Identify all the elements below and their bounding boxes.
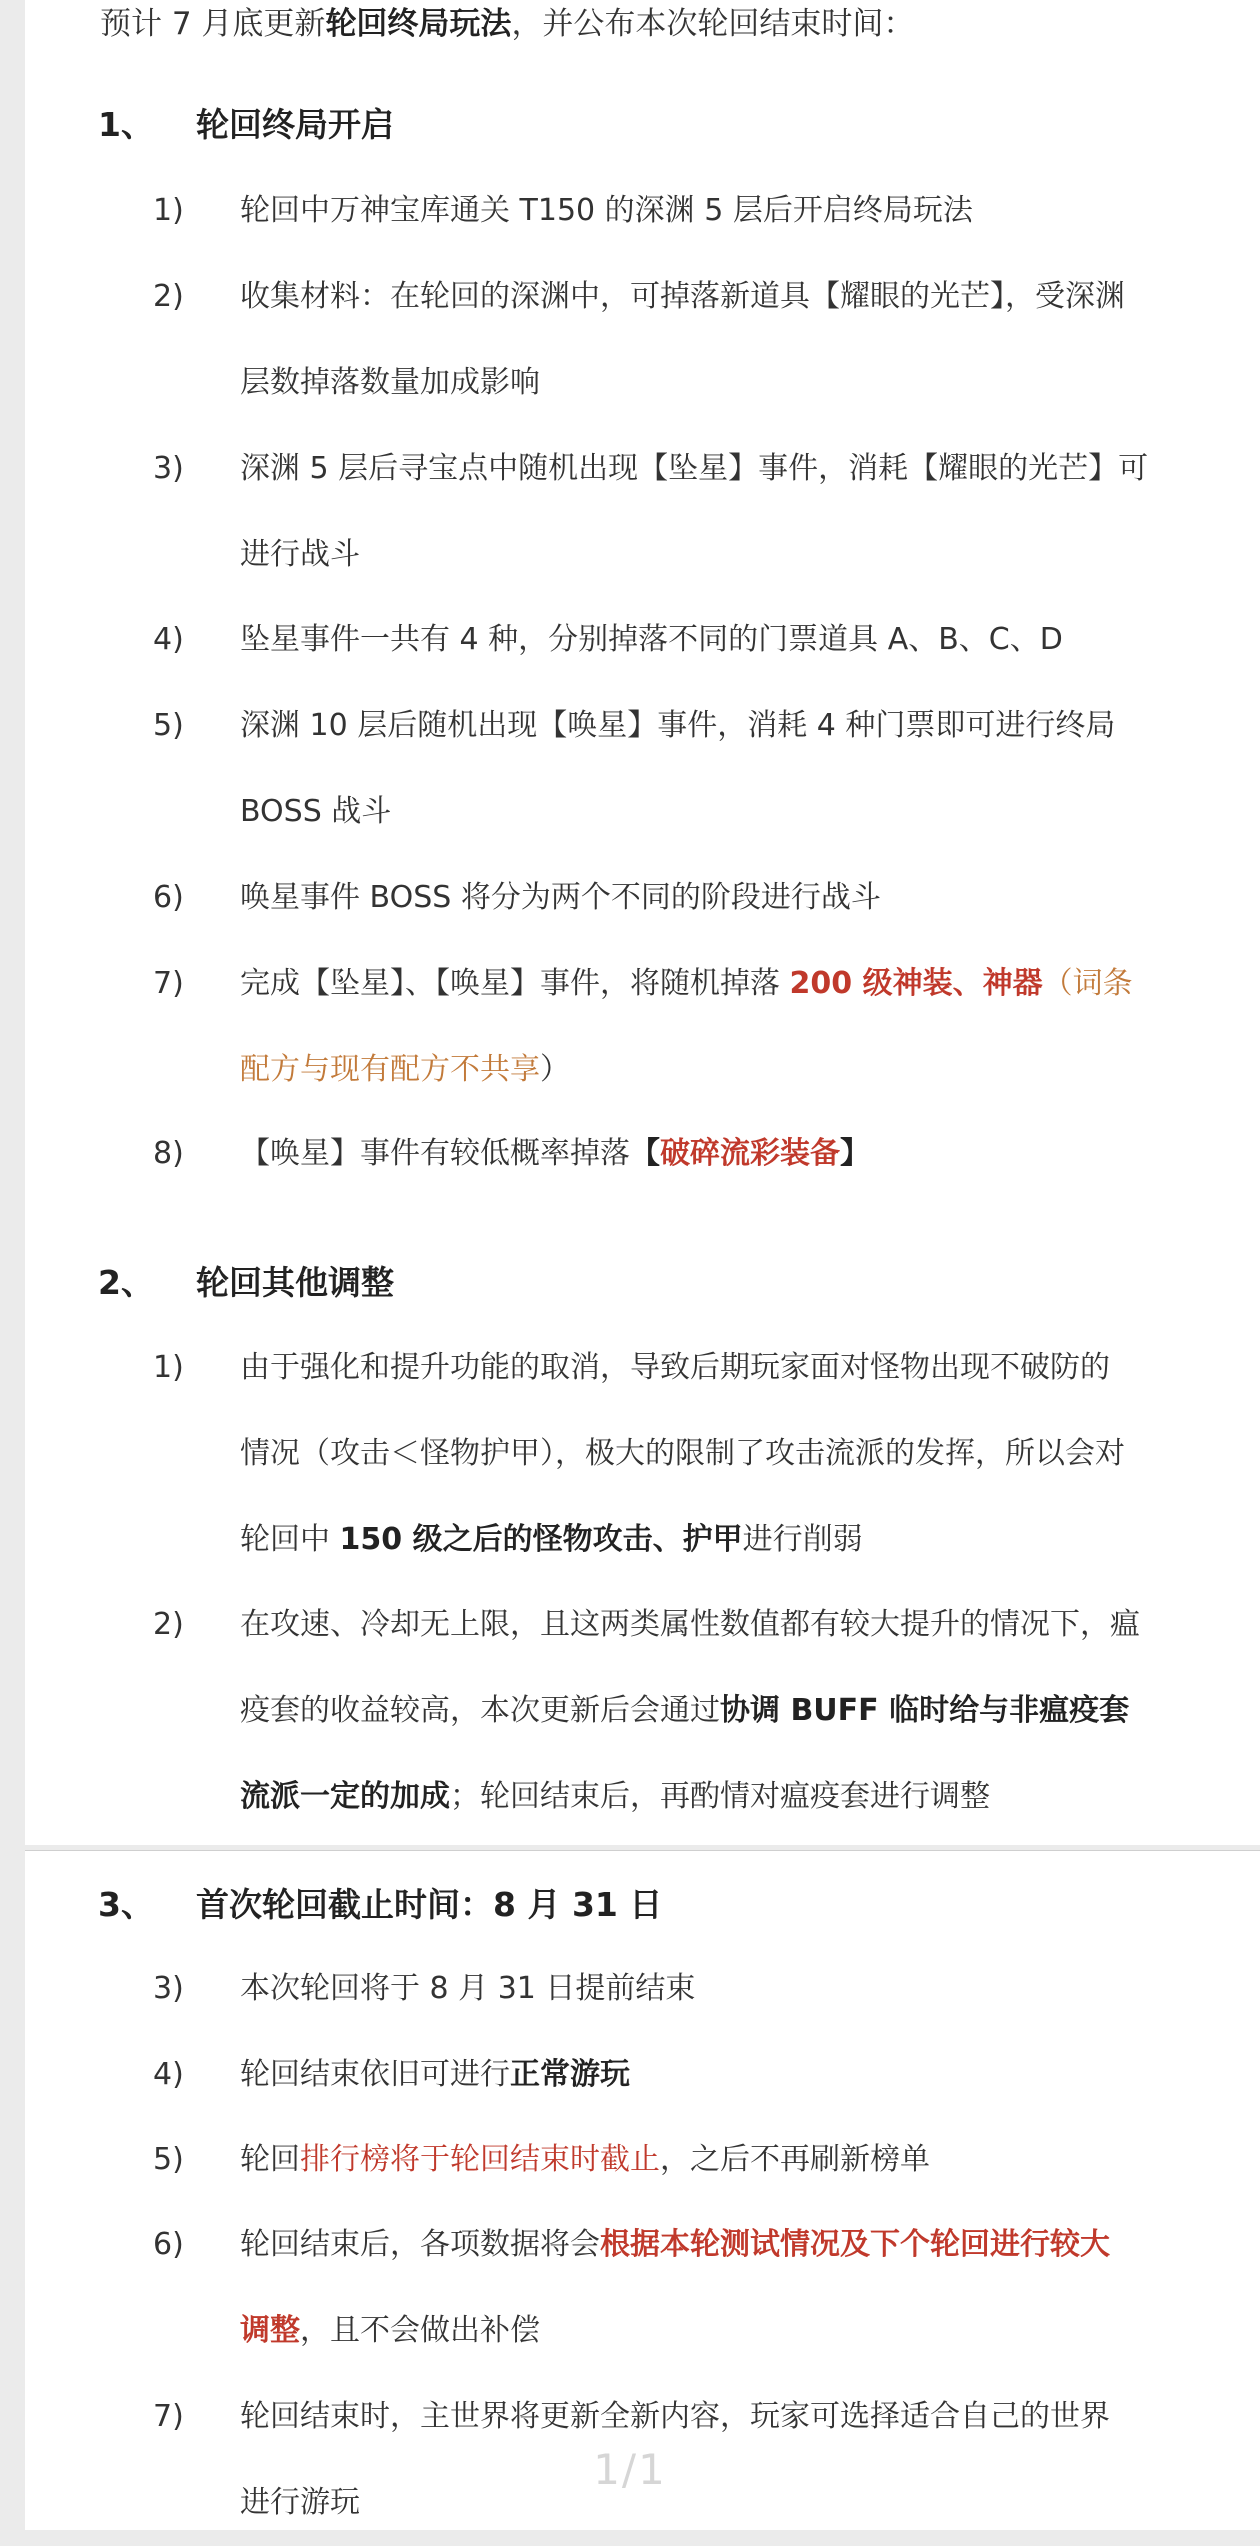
list-item xyxy=(153,597,1213,683)
item-text: 深渊 10 层后随机出现【唤星】事件，消耗 4 种门票即可进行终局 xyxy=(240,708,1116,743)
section-title: 轮回其他调整 xyxy=(196,1263,394,1302)
list-item xyxy=(153,1111,1213,1197)
section-number: 2、 xyxy=(98,1263,154,1302)
item-text: 由于强化和提升功能的取消，导致后期玩家面对怪物出现不破防的 xyxy=(240,1350,1110,1385)
section-title: 首次轮回截止时间：8 月 31 日 xyxy=(196,1885,663,1924)
list-item xyxy=(153,2202,1213,2374)
item-number: 1) xyxy=(153,1350,184,1385)
highlight-bold: 协调 BUFF 临时给与非瘟疫套 xyxy=(720,1693,1130,1728)
item-text: 疫套的收益较高，本次更新后会通过 xyxy=(240,1693,720,1728)
item-line xyxy=(240,1111,1213,1197)
list-item xyxy=(153,426,1213,598)
highlight-bold: 150 级之后的怪物攻击、护甲 xyxy=(339,1522,743,1557)
item-text: ，且不会做出补偿 xyxy=(300,2313,540,2348)
paren: （ xyxy=(1042,966,1073,1001)
item-text: 层数掉落数量加成影响 xyxy=(240,365,540,400)
bracket: 【 xyxy=(630,1136,660,1171)
item-line xyxy=(240,2117,1213,2203)
list-item xyxy=(153,1582,1213,1840)
item-text: 情况（攻击＜怪物护甲），极大的限制了攻击流派的发挥，所以会对 xyxy=(240,1436,1125,1471)
highlight-bold: 正常游玩 xyxy=(510,2057,630,2092)
item-text: 本次轮回将于 8 月 31 日提前结束 xyxy=(240,1971,696,2006)
section-title: 轮回终局开启 xyxy=(196,105,394,144)
bracket: 】 xyxy=(840,1136,870,1171)
item-number: 3) xyxy=(153,451,184,486)
intro-highlight: 轮回终局玩法 xyxy=(325,6,512,42)
item-line xyxy=(240,2202,1213,2288)
item-number: 6) xyxy=(153,880,184,915)
highlight-red: 调整 xyxy=(240,2313,300,2348)
item-text: BOSS 战斗 xyxy=(240,794,392,829)
item-number: 2) xyxy=(153,1607,184,1642)
section-number: 1、 xyxy=(98,105,154,144)
item-text: 在攻速、冷却无上限，且这两类属性数值都有较大提升的情况下，瘟 xyxy=(240,1607,1140,1642)
list-item xyxy=(153,683,1213,855)
item-text: 唤星事件 BOSS 将分为两个不同的阶段进行战斗 xyxy=(240,880,881,915)
item-line xyxy=(240,1497,1213,1583)
highlight-red: 排行榜将于轮回结束时截止 xyxy=(300,2142,660,2177)
item-text: 进行游玩 xyxy=(240,2485,360,2520)
intro-text xyxy=(100,4,914,44)
item-number: 6) xyxy=(153,2227,184,2262)
item-line xyxy=(240,2288,1213,2374)
item-text: 坠星事件一共有 4 种，分别掉落不同的门票道具 A、B、C、D xyxy=(240,622,1063,657)
list-item xyxy=(153,2032,1213,2118)
list-item xyxy=(153,1946,1213,2032)
intro-part: ，并公布本次轮回结束时间： xyxy=(511,6,915,42)
item-text: ；轮回结束后，再酌情对瘟疫套进行调整 xyxy=(450,1779,990,1814)
highlight-red: 根据本轮测试情况及下个轮回进行较大 xyxy=(600,2227,1110,2262)
item-text: 深渊 5 层后寻宝点中随机出现【坠星】事件，消耗【耀眼的光芒】可 xyxy=(240,451,1149,486)
item-text: 轮回中 xyxy=(240,1522,340,1557)
item-number: 3) xyxy=(153,1971,184,2006)
item-number: 8) xyxy=(153,1136,184,1171)
item-number: 7) xyxy=(153,966,184,1001)
highlight-bold: 流派一定的加成 xyxy=(240,1779,450,1814)
item-text: 轮回中万神宝库通关 T150 的深渊 5 层后开启终局玩法 xyxy=(240,193,973,228)
item-number: 4) xyxy=(153,622,184,657)
item-text: 进行削弱 xyxy=(742,1522,863,1557)
item-number: 2) xyxy=(153,279,184,314)
highlight-orange: 词条 xyxy=(1072,966,1133,1001)
page-indicator: 1/1 xyxy=(593,2445,667,2494)
list-item xyxy=(153,168,1213,254)
item-text: 轮回 xyxy=(240,2142,300,2177)
highlight-red: 200 级神装、神器 xyxy=(789,966,1043,1001)
item-number: 1) xyxy=(153,193,184,228)
item-line xyxy=(240,941,1213,1027)
list-item xyxy=(153,1325,1213,1583)
item-text: 【唤星】事件有较低概率掉落 xyxy=(240,1136,630,1171)
item-line xyxy=(240,2032,1213,2118)
item-line xyxy=(240,1027,1213,1113)
item-text: 完成【坠星】、【唤星】事件，将随机掉落 xyxy=(240,966,790,1001)
item-text: 收集材料：在轮回的深渊中，可掉落新道具【耀眼的光芒】，受深渊 xyxy=(240,279,1125,314)
item-text: 轮回结束依旧可进行 xyxy=(240,2057,510,2092)
item-line xyxy=(240,1668,1213,1754)
list-item xyxy=(153,254,1213,426)
item-number: 7) xyxy=(153,2399,184,2434)
item-text: ，之后不再刷新榜单 xyxy=(660,2142,930,2177)
list-item xyxy=(153,2117,1213,2203)
list-item xyxy=(153,855,1213,941)
intro-part: 预计 7 月底更新 xyxy=(100,6,326,42)
item-line xyxy=(240,1754,1213,1840)
highlight-orange: 配方与现有配方不共享 xyxy=(240,1052,540,1087)
section-number: 3、 xyxy=(98,1885,154,1924)
item-number: 5) xyxy=(153,708,184,743)
item-text: 进行战斗 xyxy=(240,537,360,572)
item-text: 轮回结束后，各项数据将会 xyxy=(240,2227,600,2262)
highlight-red: 破碎流彩装备 xyxy=(660,1136,840,1171)
item-number: 5) xyxy=(153,2142,184,2177)
list-item xyxy=(153,941,1213,1113)
paren: ） xyxy=(540,1052,570,1087)
item-text: 轮回结束时，主世界将更新全新内容，玩家可选择适合自己的世界 xyxy=(240,2399,1110,2434)
item-number: 4) xyxy=(153,2057,184,2092)
